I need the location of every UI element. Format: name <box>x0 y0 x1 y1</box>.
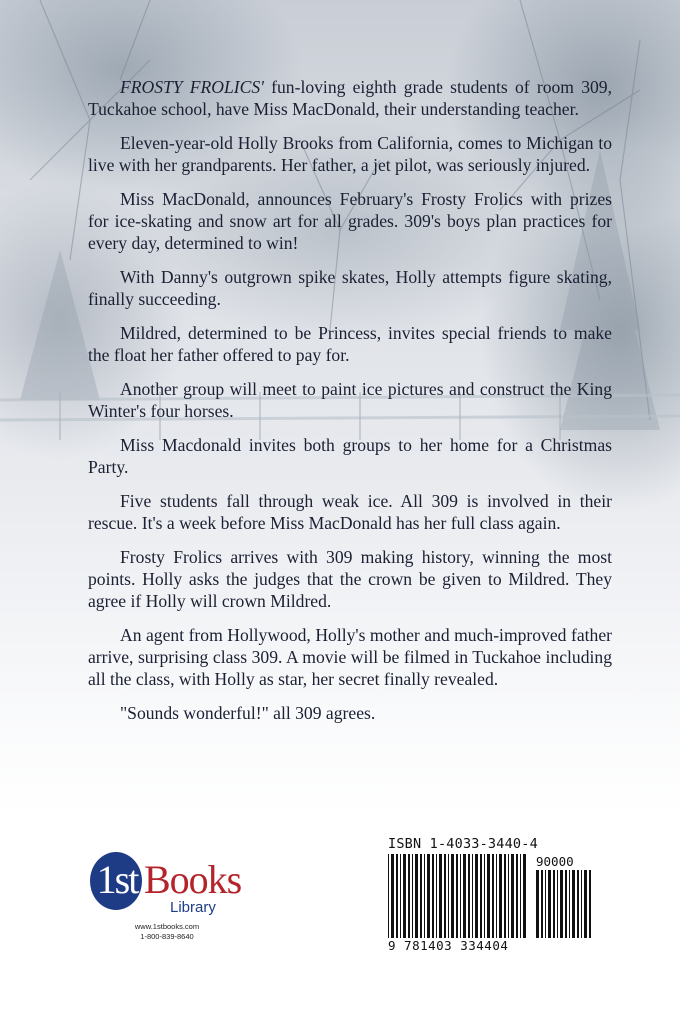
barcode-bar <box>557 870 558 938</box>
barcode-bar <box>432 854 434 938</box>
barcode-bar <box>444 854 446 938</box>
barcode-bar <box>536 870 539 938</box>
blurb-paragraph-8: Five students fall through weak ice. All 309 is involved in their rescue. It's a week before Miss MacDonald has her full class again. <box>88 491 612 533</box>
barcode-bar <box>499 854 502 938</box>
barcode-bar <box>439 854 442 938</box>
barcode-bar <box>427 854 430 938</box>
barcode-bar <box>424 854 425 938</box>
barcode-bar <box>403 854 406 938</box>
barcode-bar <box>496 854 497 938</box>
barcode-bar <box>565 870 567 938</box>
publisher-phone: 1-800-839-8640 <box>140 932 194 941</box>
publisher-url: www.1stbooks.com <box>134 922 200 931</box>
barcode-bar <box>420 854 422 938</box>
barcode-bar <box>492 854 494 938</box>
barcode-bar <box>581 870 582 938</box>
barcode-bar <box>472 854 473 938</box>
barcode-bar <box>504 854 506 938</box>
blurb-paragraph-6: Another group will meet to paint ice pictures and construct the King Winter's four horses. <box>88 379 612 421</box>
barcode-bar <box>508 854 509 938</box>
blurb-paragraph-10: An agent from Hollywood, Holly's mother and much-improved father arrive, surprising class 309. A movie will be filmed in Tuckahoe including all the class, with Holly as star, her secret finally revealed. <box>88 625 612 689</box>
barcode-bar <box>388 854 389 938</box>
barcode-bar <box>475 854 478 938</box>
barcode-bar <box>569 870 570 938</box>
barcode-bar <box>487 854 490 938</box>
barcode-bar <box>408 854 410 938</box>
barcode-bar <box>396 854 398 938</box>
barcode-ean-digits: 9 781403 334404 <box>388 938 509 953</box>
isbn-barcode <box>384 832 598 958</box>
blurb-paragraph-11: "Sounds wonderful!" all 309 agrees. <box>120 703 376 723</box>
barcode-bar <box>548 870 551 938</box>
book-title-italic: FROSTY FROLICS' <box>120 77 264 97</box>
blurb-paragraph-3: Miss MacDonald, announces February's Frosty Frolics with prizes for ice-skating and snow art for all grades. 309's boys plan practices for every day, determined to win! <box>88 189 612 253</box>
barcode-bar <box>451 854 454 938</box>
blurb-paragraph-4: With Danny's outgrown spike skates, Holly attempts figure skating, finally succeeding. <box>88 267 612 309</box>
barcode-bar <box>560 870 563 938</box>
barcode-bar <box>541 870 543 938</box>
blurb-text <box>88 76 612 736</box>
barcode-bar <box>545 870 546 938</box>
blurb-paragraph-5: Mildred, determined to be Princess, invites special friends to make the float her father offered to pay for. <box>88 323 612 365</box>
barcode-bar <box>480 854 482 938</box>
barcode-addon-digits: 90000 <box>536 854 574 869</box>
barcode-bar <box>553 870 555 938</box>
isbn-label: ISBN 1-4033-3440-4 <box>388 836 538 852</box>
blurb-paragraph-1-rest: fun-loving eighth grade students of room 309, Tuckahoe school, have Miss MacDonald, their understanding teacher. <box>88 77 612 119</box>
logo-books: Books <box>144 857 242 902</box>
blurb-paragraph-1 <box>88 76 612 120</box>
barcode-bar <box>484 854 485 938</box>
barcode-bar <box>456 854 458 938</box>
blurb-paragraph-7: Miss Macdonald invites both groups to her home for a Christmas Party. <box>88 435 612 477</box>
barcode-bar <box>520 854 521 938</box>
blurb-paragraph-2: Eleven-year-old Holly Brooks from California, comes to Michigan to live with her grandparents. Her father, a jet pilot, was seriously injured. <box>88 133 612 175</box>
barcode-bar <box>436 854 437 938</box>
logo-1st: 1st <box>96 857 138 902</box>
barcode-bar <box>589 870 591 938</box>
barcode-bar <box>584 870 587 938</box>
barcode-bar <box>412 854 413 938</box>
barcode-bar <box>516 854 518 938</box>
barcode-bar <box>523 854 526 938</box>
barcode-bar <box>460 854 461 938</box>
barcode-bar <box>463 854 466 938</box>
blurb-paragraph-9: Frosty Frolics arrives with 309 making history, winning the most points. Holly asks the judges that the crown be given to Mildred. They agree if Holly will crown Mildred. <box>88 547 612 611</box>
logo-library: Library <box>170 899 216 916</box>
barcode-bar <box>511 854 514 938</box>
barcode-bar <box>577 870 579 938</box>
barcode-bar <box>448 854 449 938</box>
barcode-bar <box>400 854 401 938</box>
barcode-bar <box>391 854 394 938</box>
barcode-bar <box>415 854 418 938</box>
barcode-bar <box>468 854 470 938</box>
publisher-logo <box>86 848 246 958</box>
barcode-bar <box>572 870 575 938</box>
